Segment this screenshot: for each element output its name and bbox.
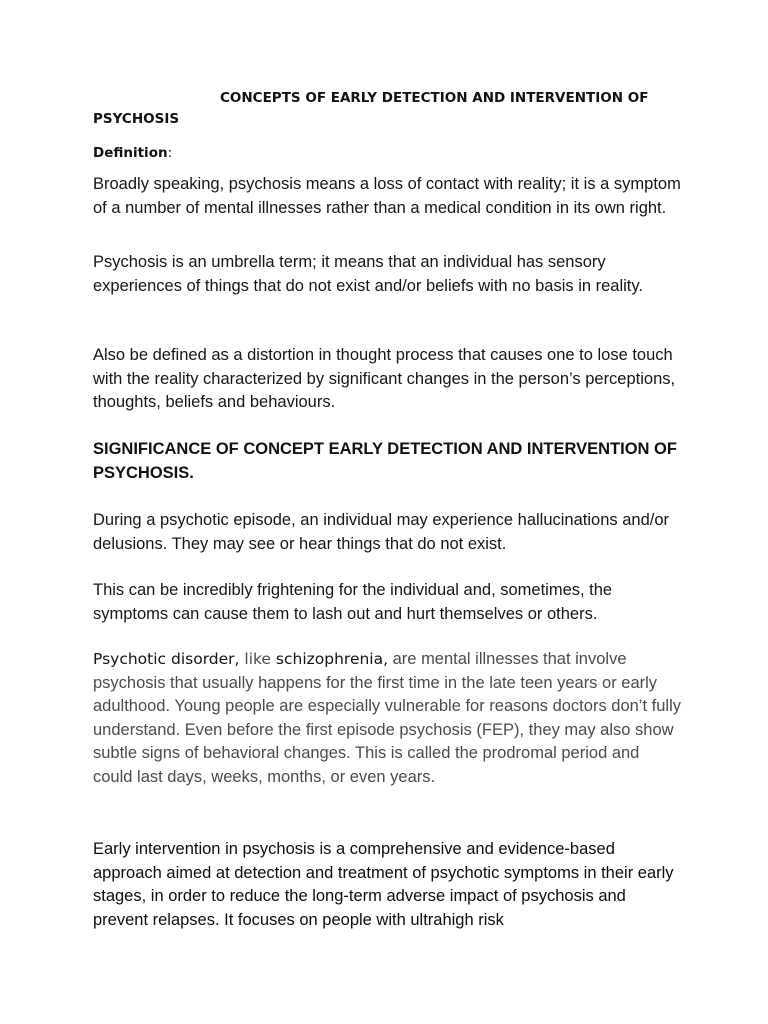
paragraph-distortion: Also be defined as a distortion in thought process that causes one to lose touch with the reality characterized by significant changes in the person’s perceptions, thoughts, beliefs and behaviours. bbox=[93, 346, 676, 411]
paragraph-psychotic-disorder bbox=[93, 648, 683, 789]
paragraph-psychotic-episode: During a psychotic episode, an individual may experience hallucinations and/or delusions. They may see or hear things that do not exist. bbox=[93, 511, 670, 553]
paragraph-umbrella-term: Psychosis is an umbrella term; it means that an individual has sensory experiences of things that do not exist and/or beliefs with no basis in reality. bbox=[93, 253, 644, 295]
paragraph-psychotic-disorder-body: are mental illnesses that involve psychosis that usually happens for the first time in the late teen years or early adulthood. Young people are especially vulnerable for reasons doctors don’t fully understand. Even before the first episode psychosis (FEP), they may also show subtle signs of behavioral changes. This is called the prodromal period and could last days, weeks, months, or even years. bbox=[93, 650, 681, 786]
section-heading-significance: SIGNIFICANCE OF CONCEPT EARLY DETECTION AND INTERVENTION OF PSYCHOSIS. bbox=[93, 440, 677, 482]
paragraph-early-intervention: Early intervention in psychosis is a comprehensive and evidence-based approach aimed at detection and treatment of psychotic symptoms in their early stages, in order to reduce the long-term adverse impact of psychosis and prevent relapses. It focuses on people with ultrahigh risk bbox=[93, 840, 674, 929]
term-psychotic-disorder: Psychotic disorder, bbox=[93, 650, 240, 668]
paragraph-definition: Broadly speaking, psychosis means a loss of contact with reality; it is a symptom of a number of mental illnesses rather than a medical condition in its own right. bbox=[93, 175, 681, 217]
definition-colon: : bbox=[167, 145, 173, 161]
document-title bbox=[93, 88, 693, 130]
definition-label-text: Definition bbox=[93, 145, 168, 161]
title-line-1: CONCEPTS OF EARLY DETECTION AND INTERVENTION OF bbox=[220, 90, 649, 106]
word-like: like bbox=[239, 650, 276, 668]
paragraph-frightening: This can be incredibly frightening for the individual and, sometimes, the symptoms can cause them to lash out and hurt themselves or others. bbox=[93, 581, 613, 623]
definition-label bbox=[93, 144, 172, 162]
title-line-2: PSYCHOSIS bbox=[93, 111, 180, 127]
term-schizophrenia: schizophrenia, bbox=[275, 650, 389, 668]
